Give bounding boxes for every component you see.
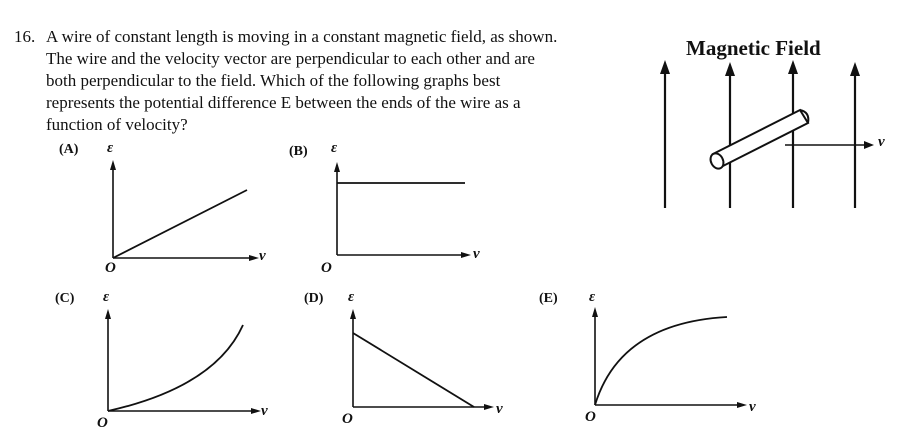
graph-c-plot xyxy=(55,287,285,432)
graph-b-plot xyxy=(285,140,515,280)
origin-label: O xyxy=(321,260,332,276)
field-arrowhead xyxy=(660,60,670,74)
x-axis-arrowhead xyxy=(461,252,471,258)
y-axis-label: ε xyxy=(107,140,114,156)
option-label: (C) xyxy=(55,291,75,306)
option-label: (B) xyxy=(289,144,308,159)
option-label: (A) xyxy=(59,142,79,157)
option-d[interactable] xyxy=(300,287,530,432)
y-axis-arrowhead xyxy=(592,307,598,317)
x-axis-arrowhead xyxy=(737,402,747,408)
origin-label: O xyxy=(585,409,596,425)
question-line: both perpendicular to the field. Which of the following graphs best xyxy=(46,71,501,90)
velocity-arrow xyxy=(785,141,874,149)
y-axis-arrowhead xyxy=(334,162,340,172)
option-e[interactable] xyxy=(535,287,765,432)
option-a[interactable] xyxy=(55,140,285,280)
y-axis-label: ε xyxy=(103,289,110,305)
x-axis-arrowhead xyxy=(249,255,259,261)
origin-label: O xyxy=(342,411,353,427)
origin-label: O xyxy=(105,260,116,276)
x-axis-arrowhead xyxy=(484,404,494,410)
question-line: The wire and the velocity vector are perpendicular to each other and are xyxy=(46,49,535,68)
x-axis-label: v xyxy=(749,399,756,415)
graph-curve xyxy=(595,317,727,405)
field-arrowhead xyxy=(850,62,860,76)
option-label: (E) xyxy=(539,291,558,306)
question-line: function of velocity? xyxy=(46,115,188,134)
option-c[interactable] xyxy=(55,287,285,432)
graph-curve xyxy=(353,333,474,407)
y-axis-label: ε xyxy=(331,140,338,156)
x-axis-label: v xyxy=(259,248,266,264)
graph-curve xyxy=(113,190,247,258)
velocity-label: v xyxy=(878,134,885,150)
graph-e-plot xyxy=(535,287,765,432)
question-number: 16. xyxy=(14,27,36,46)
option-b[interactable] xyxy=(285,140,515,280)
figure-title: Magnetic Field xyxy=(686,36,821,60)
question-line: represents the potential difference E between the ends of the wire as a xyxy=(46,93,521,112)
y-axis-label: ε xyxy=(348,289,355,305)
field-arrowhead xyxy=(788,60,798,74)
graph-a-plot xyxy=(55,140,285,280)
x-axis-label: v xyxy=(261,403,268,419)
y-axis-arrowhead xyxy=(105,309,111,319)
x-axis-label: v xyxy=(496,401,503,417)
y-axis-arrowhead xyxy=(350,309,356,319)
y-axis-label: ε xyxy=(589,289,596,305)
x-axis-arrowhead xyxy=(251,408,261,414)
option-label: (D) xyxy=(304,291,324,306)
x-axis-label: v xyxy=(473,246,480,262)
origin-label: O xyxy=(97,415,108,431)
question-line: A wire of constant length is moving in a constant magnetic field, as shown. xyxy=(46,27,558,46)
field-arrowhead xyxy=(725,62,735,76)
y-axis-arrowhead xyxy=(110,160,116,170)
graph-curve xyxy=(108,325,243,411)
magnetic-field-figure xyxy=(650,28,900,218)
question-text xyxy=(46,26,641,136)
